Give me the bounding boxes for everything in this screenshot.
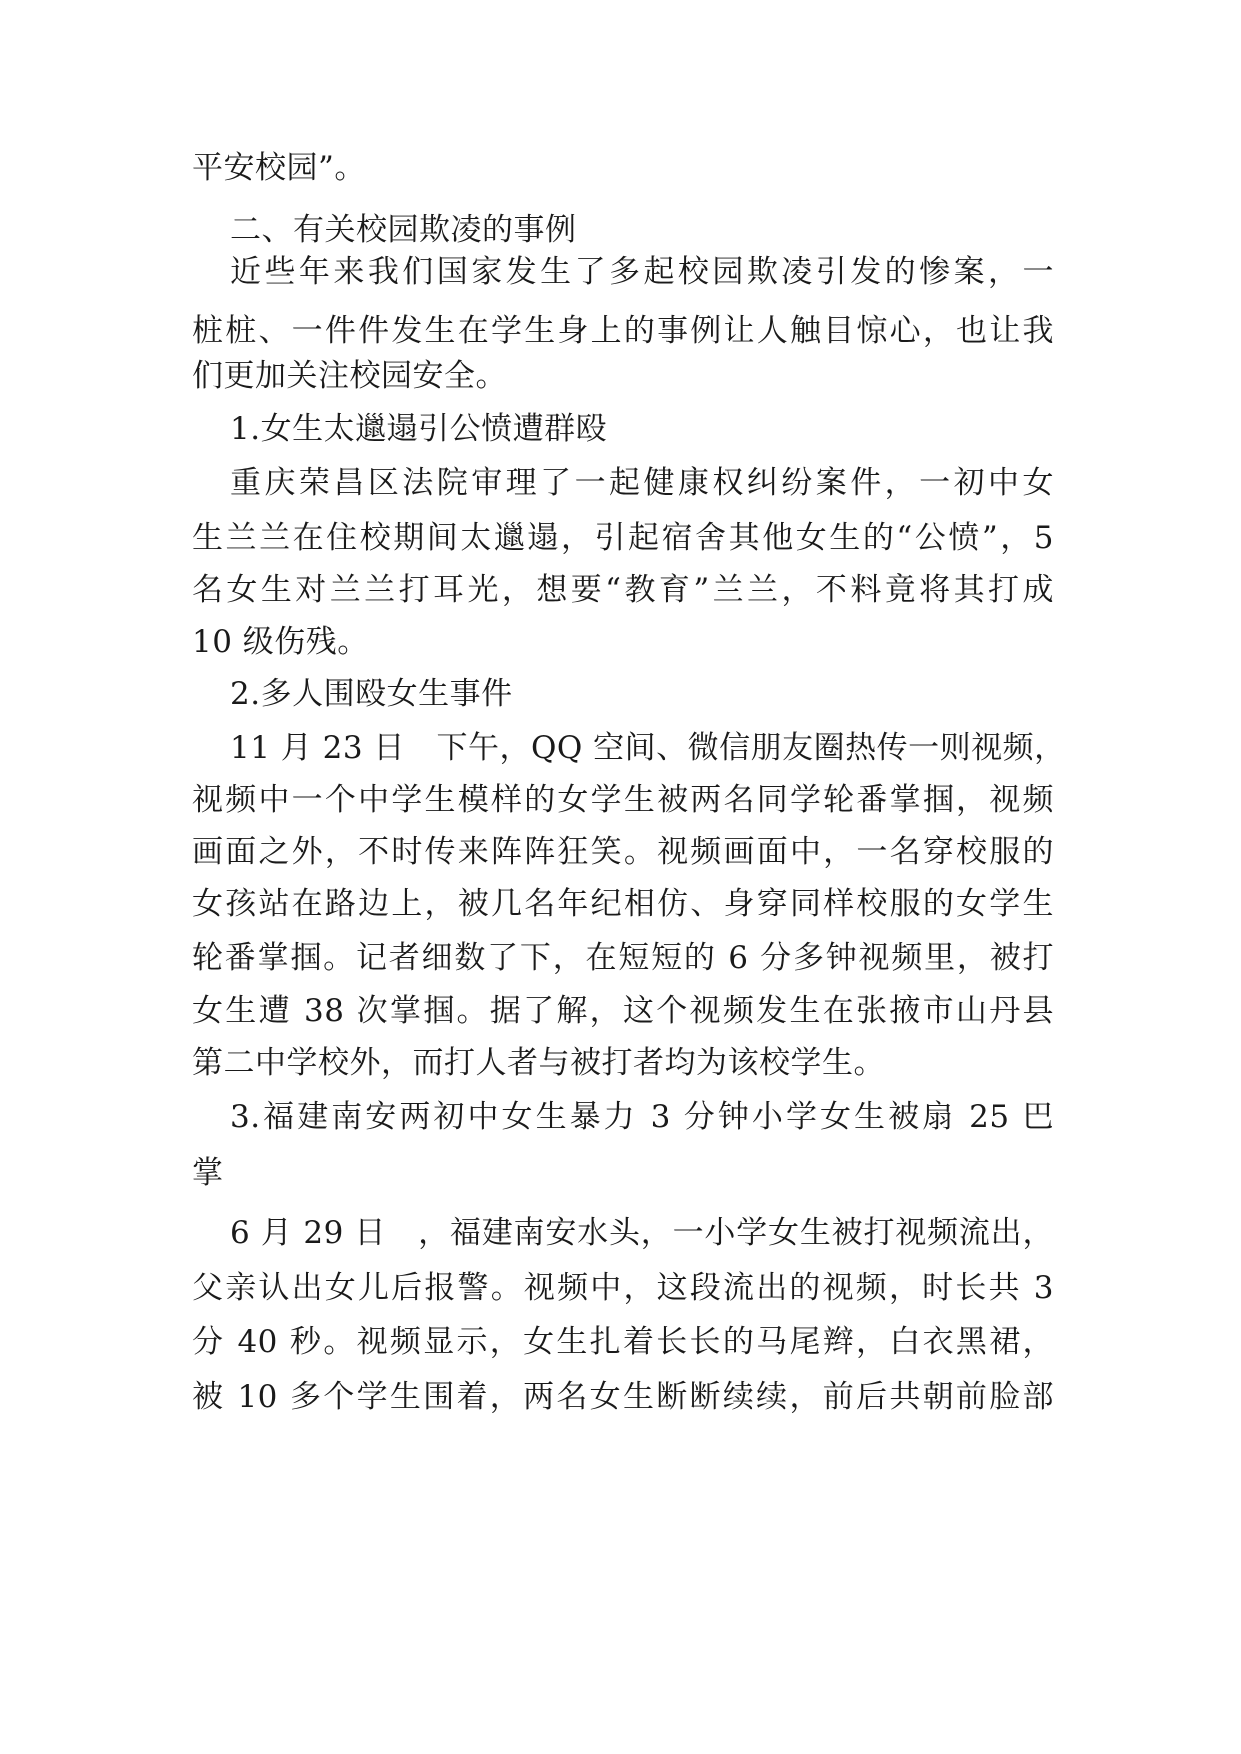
- text-line: 女孩站在路边上，被几名年纪相仿、身穿同样校服的女学生: [192, 886, 1054, 922]
- text-line: 分 40 秒。视频显示，女生扎着长长的马尾辫，白衣黑裙，: [192, 1324, 1054, 1360]
- text-line: 重庆荣昌区法院审理了一起健康权纠纷案件，一初中女: [230, 465, 1054, 501]
- text-line: 近些年来我们国家发生了多起校园欺凌引发的惨案，一: [230, 254, 1054, 290]
- text-line: 第二中学校外，而打人者与被打者均为该校学生。: [192, 1045, 885, 1081]
- subsection-heading: 1.女生太邋遢引公愤遭群殴: [230, 411, 608, 447]
- text-line: 生兰兰在住校期间太邋遢，引起宿舍其他女生的“公愤”，5: [192, 520, 1054, 556]
- text-line: 掌: [192, 1155, 224, 1191]
- text-line: 们更加关注校园安全。: [192, 358, 507, 394]
- text-line: 10 级伤残。: [192, 624, 369, 660]
- text-line: 画面之外，不时传来阵阵狂笑。视频画面中，一名穿校服的: [192, 834, 1054, 870]
- text-line: 桩桩、一件件发生在学生身上的事例让人触目惊心，也让我: [192, 313, 1054, 349]
- section-heading: 二、有关校园欺凌的事例: [230, 212, 577, 248]
- text-line: 父亲认出女儿后报警。视频中，这段流出的视频，时长共 3: [192, 1270, 1054, 1306]
- text-line: 11 月 23 日 下午，QQ 空间、微信朋友圈热传一则视频，: [230, 730, 1066, 766]
- text-line: 6 月 29 日 ，福建南安水头，一小学女生被打视频流出，: [230, 1215, 1054, 1251]
- text-line: 名女生对兰兰打耳光，想要“教育”兰兰，不料竟将其打成: [192, 572, 1054, 608]
- text-line: 被 10 多个学生围着，两名女生断断续续，前后共朝前脸部: [192, 1379, 1054, 1415]
- text-line: 平安校园”。: [192, 150, 366, 186]
- text-line: 视频中一个中学生模样的女学生被两名同学轮番掌掴，视频: [192, 782, 1054, 818]
- subsection-heading: 2.多人围殴女生事件: [230, 676, 513, 712]
- text-line: 轮番掌掴。记者细数了下，在短短的 6 分多钟视频里，被打: [192, 940, 1054, 976]
- subsection-heading: 3.福建南安两初中女生暴力 3 分钟小学女生被扇 25 巴: [230, 1099, 1054, 1135]
- text-line: 女生遭 38 次掌掴。据了解，这个视频发生在张掖市山丹县: [192, 993, 1054, 1029]
